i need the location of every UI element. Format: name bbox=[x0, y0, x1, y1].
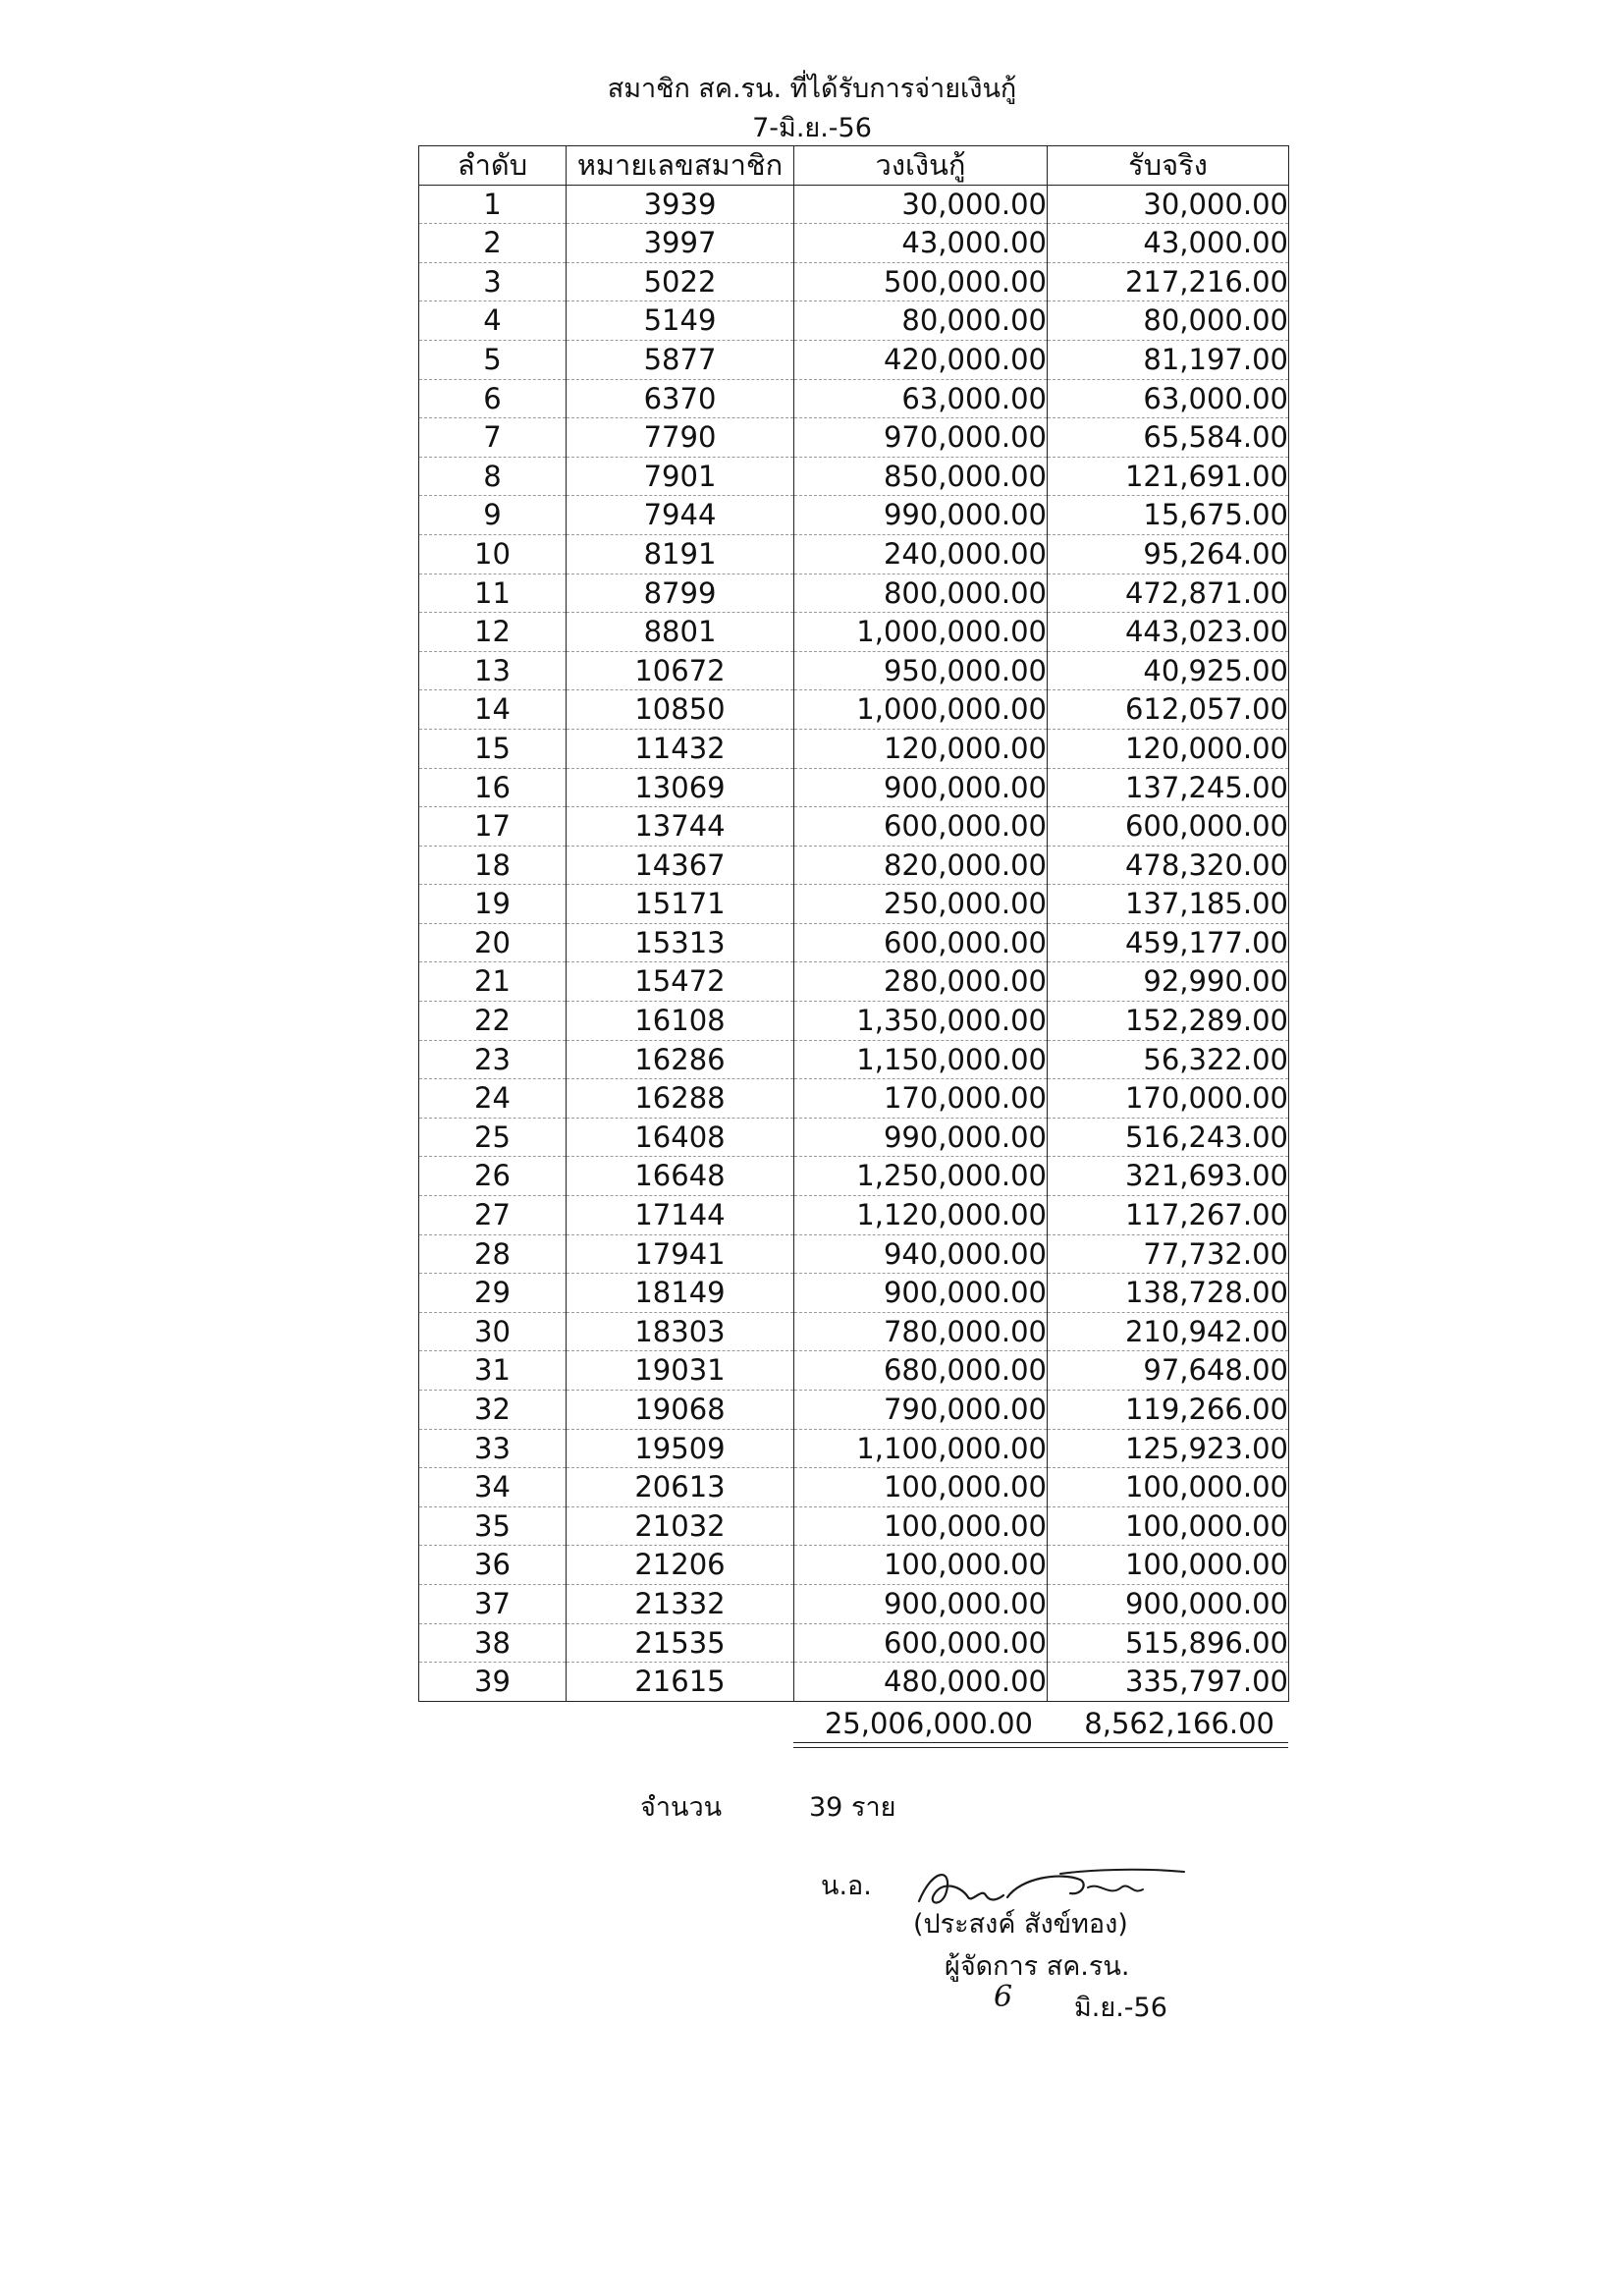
table-header-row bbox=[419, 146, 1289, 186]
signer-rank: น.อ. bbox=[821, 1871, 872, 1901]
cell-loan-limit: 900,000.00 bbox=[794, 1584, 1048, 1623]
table-row bbox=[419, 1312, 1289, 1351]
cell-seq: 28 bbox=[419, 1234, 567, 1274]
cell-loan-limit: 820,000.00 bbox=[794, 846, 1048, 885]
cell-loan-limit: 1,120,000.00 bbox=[794, 1196, 1048, 1235]
cell-received: 81,197.00 bbox=[1048, 340, 1289, 379]
cell-loan-limit: 600,000.00 bbox=[794, 923, 1048, 962]
cell-member-no: 15171 bbox=[567, 885, 794, 924]
table-row bbox=[419, 1002, 1289, 1041]
cell-member-no: 21332 bbox=[567, 1584, 794, 1623]
cell-received: 516,243.00 bbox=[1048, 1118, 1289, 1157]
cell-seq: 32 bbox=[419, 1391, 567, 1430]
cell-received: 210,942.00 bbox=[1048, 1312, 1289, 1351]
cell-seq: 12 bbox=[419, 613, 567, 652]
cell-seq: 34 bbox=[419, 1468, 567, 1507]
cell-member-no: 19068 bbox=[567, 1391, 794, 1430]
table-row bbox=[419, 574, 1289, 613]
cell-loan-limit: 680,000.00 bbox=[794, 1351, 1048, 1391]
cell-loan-limit: 600,000.00 bbox=[794, 1623, 1048, 1663]
cell-loan-limit: 1,150,000.00 bbox=[794, 1040, 1048, 1079]
cell-loan-limit: 480,000.00 bbox=[794, 1663, 1048, 1702]
cell-received: 170,000.00 bbox=[1048, 1079, 1289, 1119]
cell-received: 65,584.00 bbox=[1048, 418, 1289, 458]
cell-received: 600,000.00 bbox=[1048, 807, 1289, 847]
cell-seq: 18 bbox=[419, 846, 567, 885]
cell-seq: 20 bbox=[419, 923, 567, 962]
cell-loan-limit: 280,000.00 bbox=[794, 962, 1048, 1002]
cell-loan-limit: 30,000.00 bbox=[794, 185, 1048, 224]
cell-member-no: 15313 bbox=[567, 923, 794, 962]
total-loan-limit: 25,006,000.00 bbox=[824, 1707, 1033, 1740]
cell-seq: 33 bbox=[419, 1429, 567, 1468]
cell-received: 137,245.00 bbox=[1048, 768, 1289, 807]
cell-seq: 26 bbox=[419, 1157, 567, 1196]
signed-date: มิ.ย.-56 bbox=[1074, 1993, 1167, 2023]
table-row bbox=[419, 1351, 1289, 1391]
cell-received: 121,691.00 bbox=[1048, 457, 1289, 496]
cell-member-no: 15472 bbox=[567, 962, 794, 1002]
cell-received: 63,000.00 bbox=[1048, 379, 1289, 418]
table-row bbox=[419, 1157, 1289, 1196]
cell-member-no: 19509 bbox=[567, 1429, 794, 1468]
table-row bbox=[419, 1623, 1289, 1663]
cell-member-no: 14367 bbox=[567, 846, 794, 885]
total-received: 8,562,166.00 bbox=[1084, 1707, 1274, 1740]
cell-received: 92,990.00 bbox=[1048, 962, 1289, 1002]
table-row bbox=[419, 457, 1289, 496]
cell-seq: 17 bbox=[419, 807, 567, 847]
cell-seq: 19 bbox=[419, 885, 567, 924]
cell-member-no: 13069 bbox=[567, 768, 794, 807]
cell-loan-limit: 100,000.00 bbox=[794, 1546, 1048, 1585]
cell-loan-limit: 43,000.00 bbox=[794, 224, 1048, 263]
cell-loan-limit: 1,350,000.00 bbox=[794, 1002, 1048, 1041]
count-value: 39 ราย bbox=[809, 1792, 896, 1823]
cell-member-no: 17144 bbox=[567, 1196, 794, 1235]
cell-member-no: 18303 bbox=[567, 1312, 794, 1351]
cell-seq: 14 bbox=[419, 690, 567, 730]
cell-member-no: 17941 bbox=[567, 1234, 794, 1274]
table-row bbox=[419, 1468, 1289, 1507]
cell-received: 43,000.00 bbox=[1048, 224, 1289, 263]
cell-seq: 11 bbox=[419, 574, 567, 613]
cell-member-no: 10672 bbox=[567, 651, 794, 690]
cell-seq: 2 bbox=[419, 224, 567, 263]
cell-member-no: 16288 bbox=[567, 1079, 794, 1119]
cell-seq: 36 bbox=[419, 1546, 567, 1585]
cell-member-no: 7944 bbox=[567, 496, 794, 535]
cell-seq: 3 bbox=[419, 262, 567, 301]
cell-member-no: 18149 bbox=[567, 1274, 794, 1313]
cell-loan-limit: 900,000.00 bbox=[794, 768, 1048, 807]
cell-seq: 31 bbox=[419, 1351, 567, 1391]
table-row bbox=[419, 496, 1289, 535]
cell-seq: 39 bbox=[419, 1663, 567, 1702]
table-row bbox=[419, 1118, 1289, 1157]
cell-loan-limit: 990,000.00 bbox=[794, 496, 1048, 535]
table-row bbox=[419, 807, 1289, 847]
table-row bbox=[419, 962, 1289, 1002]
table-row bbox=[419, 1663, 1289, 1702]
table-row bbox=[419, 729, 1289, 768]
cell-member-no: 8191 bbox=[567, 534, 794, 574]
cell-member-no: 16408 bbox=[567, 1118, 794, 1157]
cell-loan-limit: 63,000.00 bbox=[794, 379, 1048, 418]
cell-received: 137,185.00 bbox=[1048, 885, 1289, 924]
cell-member-no: 8801 bbox=[567, 613, 794, 652]
table-row bbox=[419, 1506, 1289, 1546]
table-row bbox=[419, 1429, 1289, 1468]
table-row bbox=[419, 185, 1289, 224]
cell-loan-limit: 780,000.00 bbox=[794, 1312, 1048, 1351]
cell-received: 612,057.00 bbox=[1048, 690, 1289, 730]
cell-member-no: 21535 bbox=[567, 1623, 794, 1663]
cell-seq: 15 bbox=[419, 729, 567, 768]
cell-seq: 38 bbox=[419, 1623, 567, 1663]
cell-seq: 25 bbox=[419, 1118, 567, 1157]
cell-seq: 6 bbox=[419, 379, 567, 418]
cell-received: 120,000.00 bbox=[1048, 729, 1289, 768]
table-row bbox=[419, 613, 1289, 652]
table-row bbox=[419, 340, 1289, 379]
cell-member-no: 3997 bbox=[567, 224, 794, 263]
cell-seq: 35 bbox=[419, 1506, 567, 1546]
cell-seq: 4 bbox=[419, 301, 567, 341]
cell-received: 40,925.00 bbox=[1048, 651, 1289, 690]
cell-received: 900,000.00 bbox=[1048, 1584, 1289, 1623]
cell-seq: 24 bbox=[419, 1079, 567, 1119]
cell-member-no: 6370 bbox=[567, 379, 794, 418]
cell-member-no: 8799 bbox=[567, 574, 794, 613]
cell-member-no: 13744 bbox=[567, 807, 794, 847]
cell-seq: 21 bbox=[419, 962, 567, 1002]
cell-loan-limit: 100,000.00 bbox=[794, 1468, 1048, 1507]
table-row bbox=[419, 301, 1289, 341]
cell-received: 478,320.00 bbox=[1048, 846, 1289, 885]
cell-loan-limit: 1,000,000.00 bbox=[794, 613, 1048, 652]
cell-loan-limit: 500,000.00 bbox=[794, 262, 1048, 301]
loan-table bbox=[418, 145, 1289, 1702]
table-body bbox=[419, 185, 1289, 1701]
cell-loan-limit: 170,000.00 bbox=[794, 1079, 1048, 1119]
cell-received: 30,000.00 bbox=[1048, 185, 1289, 224]
header-loan-limit: วงเงินกู้ bbox=[794, 146, 1048, 186]
cell-member-no: 20613 bbox=[567, 1468, 794, 1507]
table-row bbox=[419, 379, 1289, 418]
cell-loan-limit: 1,250,000.00 bbox=[794, 1157, 1048, 1196]
cell-member-no: 16108 bbox=[567, 1002, 794, 1041]
cell-seq: 5 bbox=[419, 340, 567, 379]
cell-received: 100,000.00 bbox=[1048, 1546, 1289, 1585]
cell-member-no: 21615 bbox=[567, 1663, 794, 1702]
table-row bbox=[419, 1546, 1289, 1585]
cell-received: 459,177.00 bbox=[1048, 923, 1289, 962]
total-double-underline bbox=[793, 1742, 1288, 1748]
count-label: จำนวน bbox=[640, 1792, 723, 1823]
cell-loan-limit: 600,000.00 bbox=[794, 807, 1048, 847]
cell-member-no: 3939 bbox=[567, 185, 794, 224]
cell-seq: 1 bbox=[419, 185, 567, 224]
cell-member-no: 10850 bbox=[567, 690, 794, 730]
cell-seq: 10 bbox=[419, 534, 567, 574]
cell-received: 100,000.00 bbox=[1048, 1506, 1289, 1546]
cell-loan-limit: 990,000.00 bbox=[794, 1118, 1048, 1157]
table-row bbox=[419, 534, 1289, 574]
cell-member-no: 5149 bbox=[567, 301, 794, 341]
cell-loan-limit: 1,100,000.00 bbox=[794, 1429, 1048, 1468]
cell-received: 443,023.00 bbox=[1048, 613, 1289, 652]
table-row bbox=[419, 262, 1289, 301]
table-row bbox=[419, 651, 1289, 690]
table-row bbox=[419, 846, 1289, 885]
cell-seq: 37 bbox=[419, 1584, 567, 1623]
cell-seq: 30 bbox=[419, 1312, 567, 1351]
table-row bbox=[419, 1196, 1289, 1235]
cell-received: 77,732.00 bbox=[1048, 1234, 1289, 1274]
cell-member-no: 21032 bbox=[567, 1506, 794, 1546]
cell-received: 56,322.00 bbox=[1048, 1040, 1289, 1079]
table-row bbox=[419, 1274, 1289, 1313]
cell-member-no: 16648 bbox=[567, 1157, 794, 1196]
document-title: สมาชิก สค.รน. ที่ได้รับการจ่ายเงินกู้ bbox=[607, 74, 1017, 104]
cell-loan-limit: 950,000.00 bbox=[794, 651, 1048, 690]
cell-received: 15,675.00 bbox=[1048, 496, 1289, 535]
cell-received: 125,923.00 bbox=[1048, 1429, 1289, 1468]
cell-seq: 13 bbox=[419, 651, 567, 690]
cell-seq: 23 bbox=[419, 1040, 567, 1079]
table-row bbox=[419, 1584, 1289, 1623]
header-seq: ลำดับ bbox=[419, 146, 567, 186]
cell-member-no: 19031 bbox=[567, 1351, 794, 1391]
cell-seq: 7 bbox=[419, 418, 567, 458]
cell-loan-limit: 420,000.00 bbox=[794, 340, 1048, 379]
cell-member-no: 5022 bbox=[567, 262, 794, 301]
cell-loan-limit: 800,000.00 bbox=[794, 574, 1048, 613]
cell-loan-limit: 900,000.00 bbox=[794, 1274, 1048, 1313]
cell-loan-limit: 790,000.00 bbox=[794, 1391, 1048, 1430]
cell-loan-limit: 120,000.00 bbox=[794, 729, 1048, 768]
cell-member-no: 16286 bbox=[567, 1040, 794, 1079]
cell-loan-limit: 240,000.00 bbox=[794, 534, 1048, 574]
table-row bbox=[419, 768, 1289, 807]
cell-received: 335,797.00 bbox=[1048, 1663, 1289, 1702]
table-row bbox=[419, 690, 1289, 730]
cell-loan-limit: 100,000.00 bbox=[794, 1506, 1048, 1546]
table-row bbox=[419, 224, 1289, 263]
header-received: รับจริง bbox=[1048, 146, 1289, 186]
header-member-no: หมายเลขสมาชิก bbox=[567, 146, 794, 186]
cell-received: 515,896.00 bbox=[1048, 1623, 1289, 1663]
cell-received: 152,289.00 bbox=[1048, 1002, 1289, 1041]
handwritten-day: 6 bbox=[994, 1980, 1013, 2014]
cell-member-no: 5877 bbox=[567, 340, 794, 379]
cell-received: 80,000.00 bbox=[1048, 301, 1289, 341]
cell-seq: 8 bbox=[419, 457, 567, 496]
cell-received: 217,216.00 bbox=[1048, 262, 1289, 301]
cell-received: 119,266.00 bbox=[1048, 1391, 1289, 1430]
cell-loan-limit: 940,000.00 bbox=[794, 1234, 1048, 1274]
cell-member-no: 7790 bbox=[567, 418, 794, 458]
cell-member-no: 11432 bbox=[567, 729, 794, 768]
cell-seq: 22 bbox=[419, 1002, 567, 1041]
cell-received: 138,728.00 bbox=[1048, 1274, 1289, 1313]
cell-received: 472,871.00 bbox=[1048, 574, 1289, 613]
cell-received: 97,648.00 bbox=[1048, 1351, 1289, 1391]
cell-loan-limit: 970,000.00 bbox=[794, 418, 1048, 458]
cell-seq: 16 bbox=[419, 768, 567, 807]
cell-seq: 27 bbox=[419, 1196, 567, 1235]
cell-received: 95,264.00 bbox=[1048, 534, 1289, 574]
cell-member-no: 7901 bbox=[567, 457, 794, 496]
cell-member-no: 21206 bbox=[567, 1546, 794, 1585]
cell-loan-limit: 850,000.00 bbox=[794, 457, 1048, 496]
cell-received: 117,267.00 bbox=[1048, 1196, 1289, 1235]
signer-position: ผู้จัดการ สค.รน. bbox=[945, 1951, 1130, 1982]
document-date: 7-มิ.ย.-56 bbox=[752, 113, 872, 143]
table-row bbox=[419, 1040, 1289, 1079]
cell-seq: 29 bbox=[419, 1274, 567, 1313]
cell-loan-limit: 250,000.00 bbox=[794, 885, 1048, 924]
table-row bbox=[419, 923, 1289, 962]
signer-name: (ประสงค์ สังข์ทอง) bbox=[913, 1909, 1128, 1940]
cell-received: 321,693.00 bbox=[1048, 1157, 1289, 1196]
table-row bbox=[419, 885, 1289, 924]
cell-loan-limit: 1,000,000.00 bbox=[794, 690, 1048, 730]
table-row bbox=[419, 1391, 1289, 1430]
table-row bbox=[419, 1079, 1289, 1119]
cell-received: 100,000.00 bbox=[1048, 1468, 1289, 1507]
cell-seq: 9 bbox=[419, 496, 567, 535]
table-row bbox=[419, 418, 1289, 458]
cell-loan-limit: 80,000.00 bbox=[794, 301, 1048, 341]
table-row bbox=[419, 1234, 1289, 1274]
